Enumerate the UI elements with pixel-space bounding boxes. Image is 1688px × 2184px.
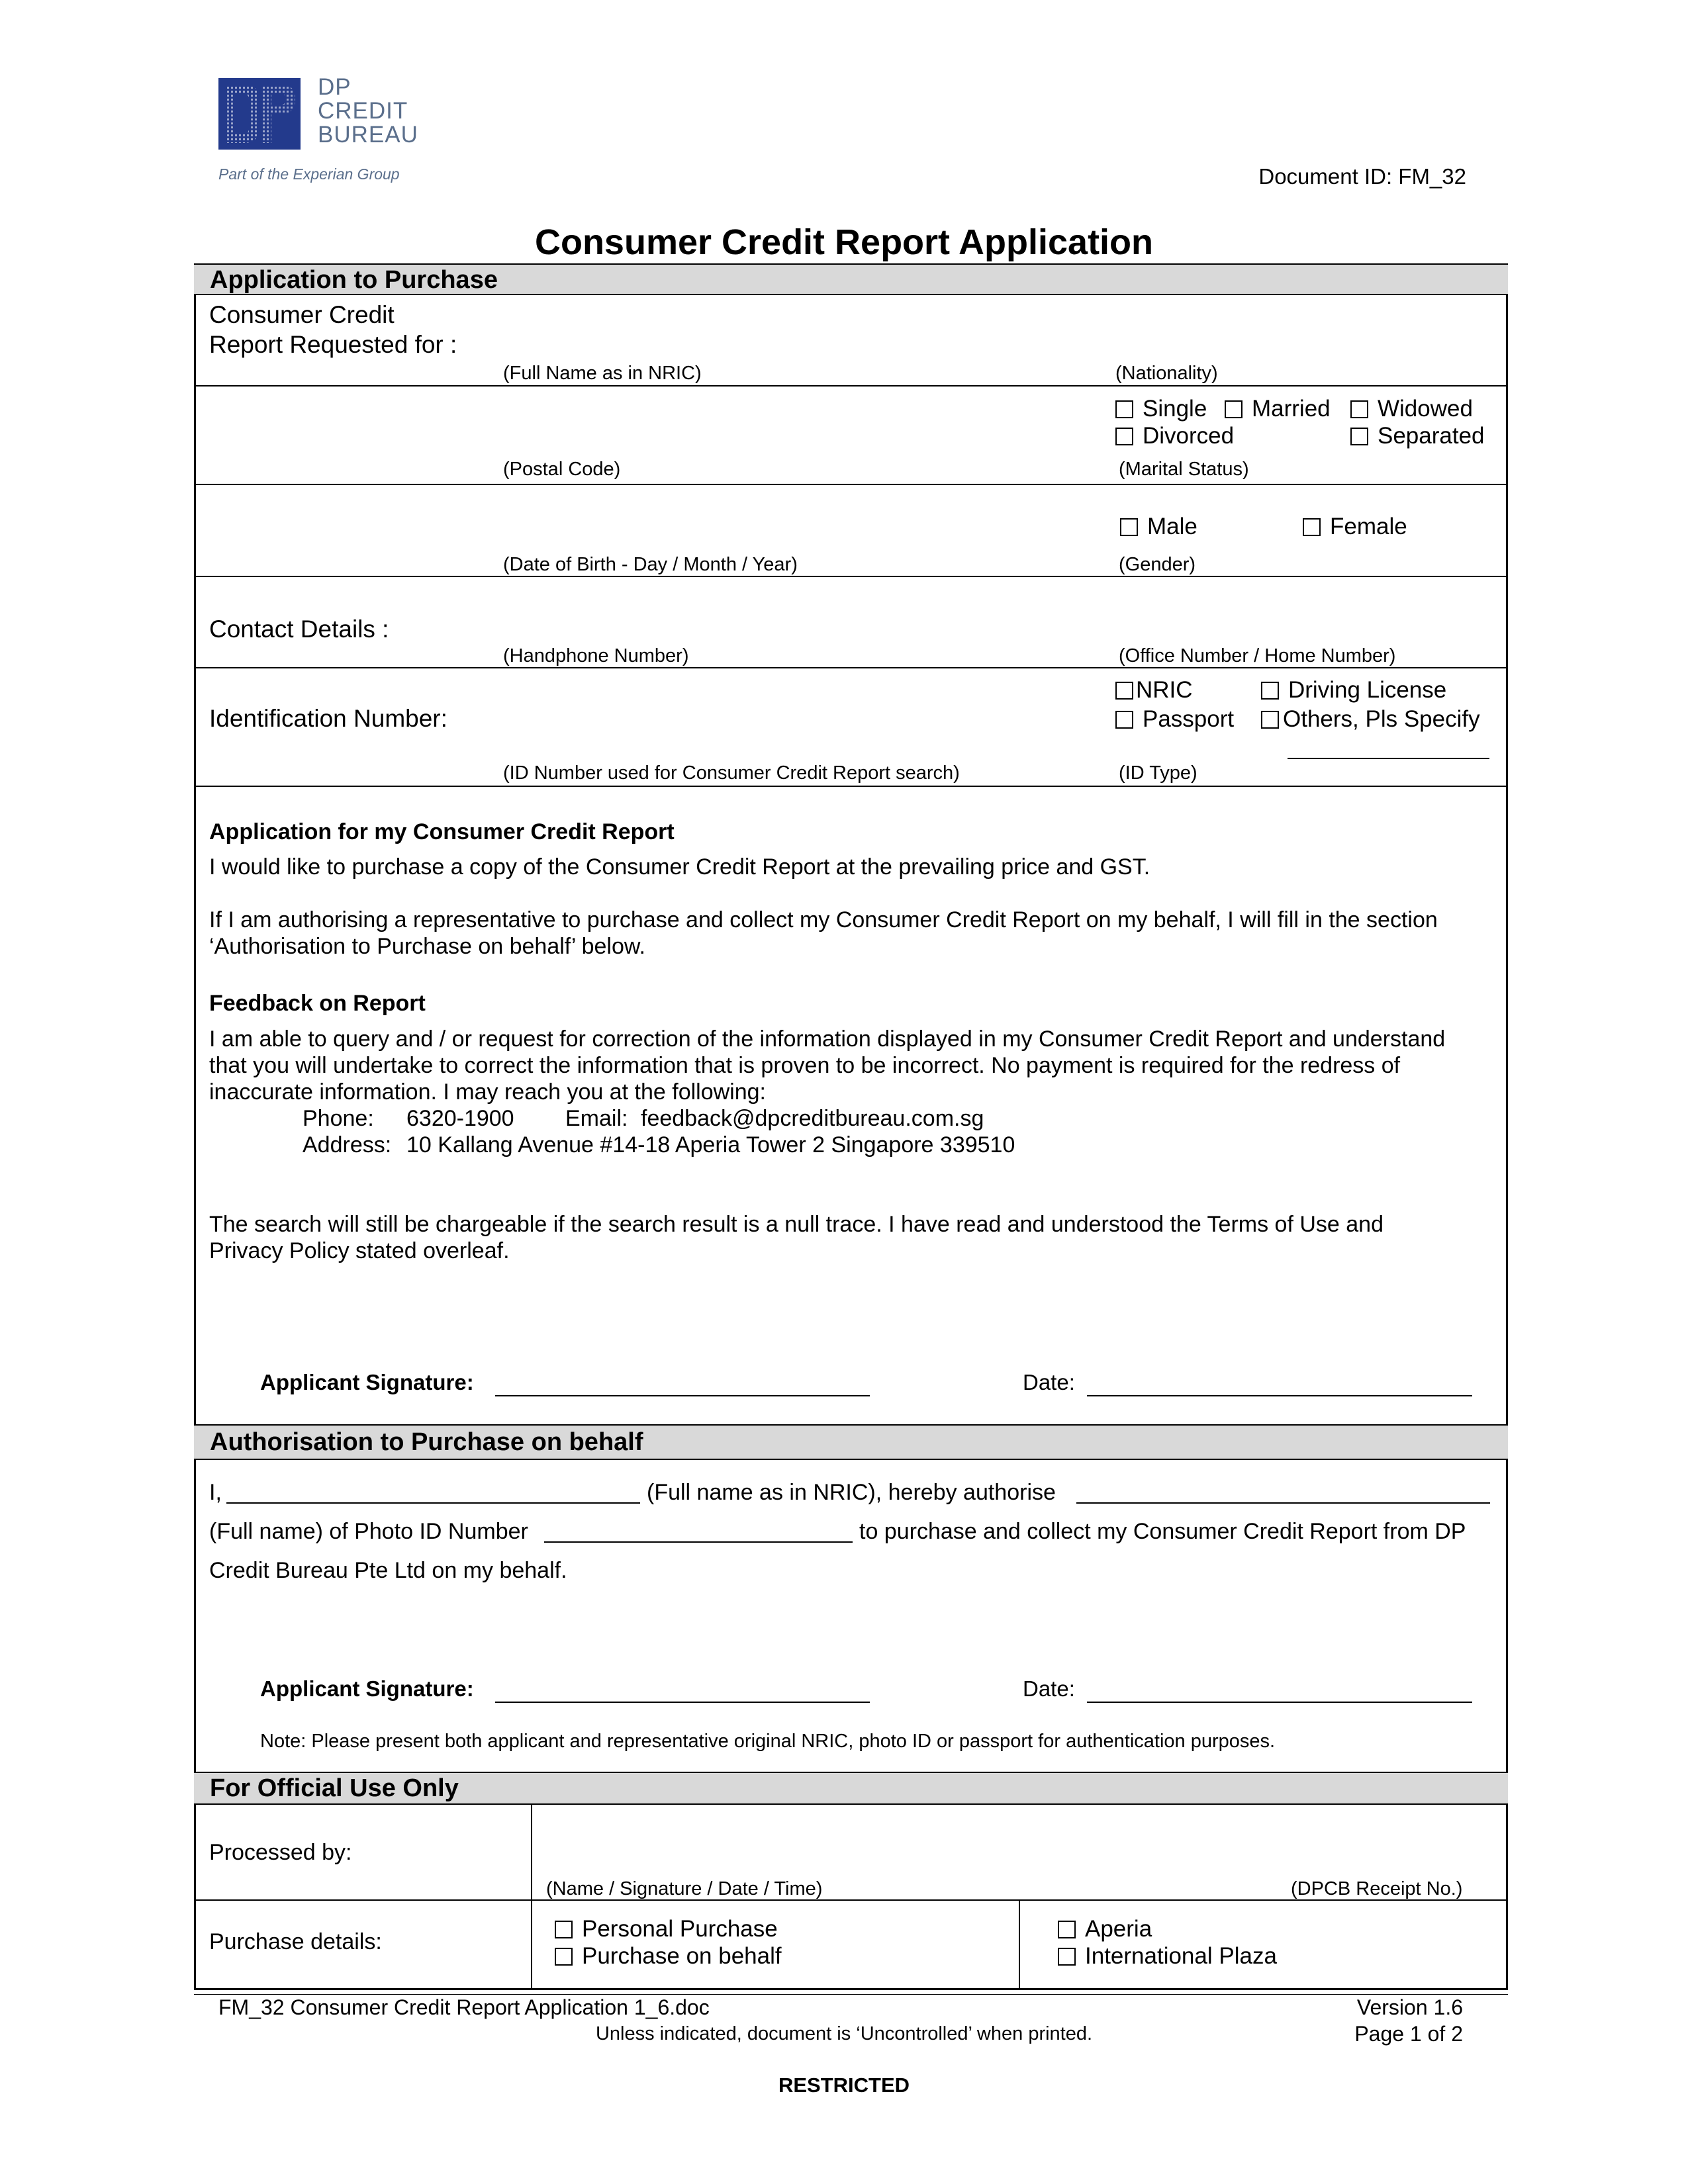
logo-line-credit: CREDIT	[318, 98, 408, 124]
date-label: Date:	[1023, 1370, 1075, 1394]
row-divider	[194, 1899, 1508, 1901]
company-logo	[218, 74, 437, 184]
logo-tagline: Part of the Experian Group	[218, 165, 400, 183]
date-field[interactable]	[1087, 1375, 1472, 1396]
feedback-line3: inaccurate information. I may reach you at the following:	[209, 1079, 766, 1105]
caption-dpcb-receipt: (DPCB Receipt No.)	[1291, 1878, 1463, 1899]
authorise-line1-start: I,	[209, 1480, 222, 1505]
applicant-signature-label: Applicant Signature:	[260, 1370, 474, 1394]
logo-wordmark	[318, 75, 418, 147]
phone-value: 6320-1900	[406, 1106, 514, 1131]
authorise-line2-end: to purchase and collect my Consumer Credit Report from DP	[859, 1519, 1466, 1544]
chargeable-line2: Privacy Policy stated overleaf.	[209, 1238, 510, 1263]
email-value: feedback@dpcreditbureau.com.sg	[641, 1106, 984, 1131]
row-divider	[194, 576, 1508, 577]
others-specify-line[interactable]	[1288, 758, 1489, 759]
location-aperia-option[interactable]: Aperia	[1058, 1916, 1152, 1942]
caption-id-number: (ID Number used for Consumer Credit Report search)	[503, 762, 960, 784]
checkbox-international-plaza[interactable]	[1058, 1948, 1076, 1966]
id-type-nric-option[interactable]: NRIC	[1115, 677, 1193, 704]
authorise-line3: Credit Bureau Pte Ltd on my behalf.	[209, 1558, 567, 1583]
checkbox-personal-purchase[interactable]	[555, 1921, 573, 1938]
marital-widowed-option[interactable]: Widowed	[1350, 396, 1473, 422]
caption-marital-status: (Marital Status)	[1119, 459, 1249, 480]
representative-name-field[interactable]	[1076, 1482, 1490, 1504]
checkbox-purchase-on-behalf[interactable]	[555, 1948, 573, 1966]
page-title: Consumer Credit Report Application	[534, 222, 1154, 262]
chargeable-line1: The search will still be chargeable if the search result is a null trace. I have read and understood the Terms of Use and	[209, 1212, 1383, 1237]
requested-for-label-line1: Consumer Credit	[209, 301, 395, 328]
footer-rule	[194, 1994, 1508, 1995]
checkbox-nric[interactable]	[1115, 682, 1133, 700]
footer-classification: RESTRICTED	[778, 2073, 910, 2097]
section-heading-application-to-purchase: Application to Purchase	[194, 263, 1508, 295]
feedback-line1: I am able to query and / or request for correction of the information displayed in my Consumer Credit Report and understand	[209, 1026, 1446, 1052]
authorise-line2-start: (Full name) of Photo ID Number	[209, 1519, 528, 1544]
checkbox-male[interactable]	[1120, 518, 1138, 536]
authorise-line1-middle: (Full name as in NRIC), hereby authorise	[647, 1480, 1056, 1505]
checkbox-widowed[interactable]	[1350, 400, 1368, 418]
caption-postal-code: (Postal Code)	[503, 459, 621, 480]
applicant-signature-field[interactable]	[495, 1375, 870, 1396]
row-divider	[194, 786, 1508, 787]
phone-label: Phone:	[303, 1106, 374, 1131]
checkbox-others[interactable]	[1261, 711, 1279, 729]
caption-name-signature-date-time: (Name / Signature / Date / Time)	[546, 1878, 823, 1899]
personal-purchase-option[interactable]: Personal Purchase	[555, 1916, 778, 1942]
authentication-note: Note: Please present both applicant and representative original NRIC, photo ID or passport for authentication purposes.	[260, 1731, 1276, 1752]
gender-male-option[interactable]: Male	[1120, 514, 1197, 540]
marital-separated-option[interactable]: Separated	[1350, 423, 1485, 449]
authorisation-signature-label: Applicant Signature:	[260, 1676, 474, 1701]
authoriser-name-field[interactable]	[226, 1482, 640, 1504]
id-type-passport-option[interactable]: Passport	[1115, 706, 1234, 733]
application-heading: Application for my Consumer Credit Report	[209, 819, 675, 844]
id-type-driving-license-option[interactable]: Driving License	[1261, 677, 1446, 704]
footer-page-number: Page 1 of 2	[1354, 2022, 1463, 2046]
gender-female-option[interactable]: Female	[1303, 514, 1407, 540]
marital-married-option[interactable]: Married	[1225, 396, 1331, 422]
address-label: Address:	[303, 1132, 392, 1158]
column-divider	[531, 1804, 532, 1990]
column-divider	[1019, 1899, 1020, 1990]
logo-line-bureau: BUREAU	[318, 122, 418, 148]
checkbox-aperia[interactable]	[1058, 1921, 1076, 1938]
authorisation-signature-field[interactable]	[495, 1682, 870, 1703]
checkbox-female[interactable]	[1303, 518, 1321, 536]
logo-line-dp: DP	[318, 74, 352, 100]
authorisation-date-label: Date:	[1023, 1676, 1075, 1701]
checkbox-single[interactable]	[1115, 400, 1133, 418]
footer-uncontrolled-note: Unless indicated, document is ‘Uncontrolled’ when printed.	[595, 2023, 1093, 2044]
caption-full-name: (Full Name as in NRIC)	[503, 363, 702, 384]
identification-number-label: Identification Number:	[209, 705, 447, 732]
feedback-heading: Feedback on Report	[209, 991, 426, 1016]
footer-filename: FM_32 Consumer Credit Report Application 1_6.doc	[218, 1995, 710, 2019]
requested-for-label-line2: Report Requested for :	[209, 331, 457, 358]
section-heading-official-use: For Official Use Only	[194, 1772, 1508, 1805]
marital-single-option[interactable]: Single	[1115, 396, 1207, 422]
row-divider	[194, 484, 1508, 485]
contact-details-label: Contact Details :	[209, 615, 389, 643]
processed-by-label: Processed by:	[209, 1840, 352, 1865]
row-divider	[194, 667, 1508, 668]
dp-logo-mark	[218, 78, 301, 150]
location-international-plaza-option[interactable]: International Plaza	[1058, 1943, 1277, 1970]
caption-id-type: (ID Type)	[1119, 762, 1197, 784]
caption-nationality: (Nationality)	[1115, 363, 1218, 384]
address-value: 10 Kallang Avenue #14-18 Aperia Tower 2 Singapore 339510	[406, 1132, 1015, 1158]
application-paragraph-1: I would like to purchase a copy of the Consumer Credit Report at the prevailing price and GST.	[209, 854, 1150, 880]
footer-version: Version 1.6	[1356, 1995, 1463, 2019]
checkbox-passport[interactable]	[1115, 711, 1133, 729]
authorisation-date-field[interactable]	[1087, 1682, 1472, 1703]
checkbox-divorced[interactable]	[1115, 428, 1133, 445]
application-paragraph-2-line1: If I am authorising a representative to purchase and collect my Consumer Credit Report on my behalf, I will fill in the section	[209, 907, 1438, 933]
photo-id-number-field[interactable]	[544, 1522, 853, 1543]
email-label: Email:	[565, 1106, 628, 1131]
document-id: Document ID: FM_32	[1258, 164, 1466, 189]
marital-divorced-option[interactable]: Divorced	[1115, 423, 1234, 449]
feedback-line2: that you will undertake to correct the information that is proven to be incorrect. No payment is required for the redress of	[209, 1053, 1401, 1078]
checkbox-married[interactable]	[1225, 400, 1243, 418]
checkbox-separated[interactable]	[1350, 428, 1368, 445]
id-type-others-option[interactable]: Others, Pls Specify	[1261, 706, 1480, 733]
checkbox-driving-license[interactable]	[1261, 682, 1279, 700]
purchase-details-label: Purchase details:	[209, 1929, 382, 1954]
section-heading-authorisation: Authorisation to Purchase on behalf	[194, 1424, 1508, 1460]
caption-handphone: (Handphone Number)	[503, 645, 689, 666]
purchase-on-behalf-option[interactable]: Purchase on behalf	[555, 1943, 782, 1970]
caption-date-of-birth: (Date of Birth - Day / Month / Year)	[503, 554, 798, 575]
application-paragraph-2-line2: ‘Authorisation to Purchase on behalf’ below.	[209, 934, 645, 959]
caption-gender: (Gender)	[1119, 554, 1196, 575]
caption-office-number: (Office Number / Home Number)	[1119, 645, 1396, 666]
row-divider	[194, 385, 1508, 387]
